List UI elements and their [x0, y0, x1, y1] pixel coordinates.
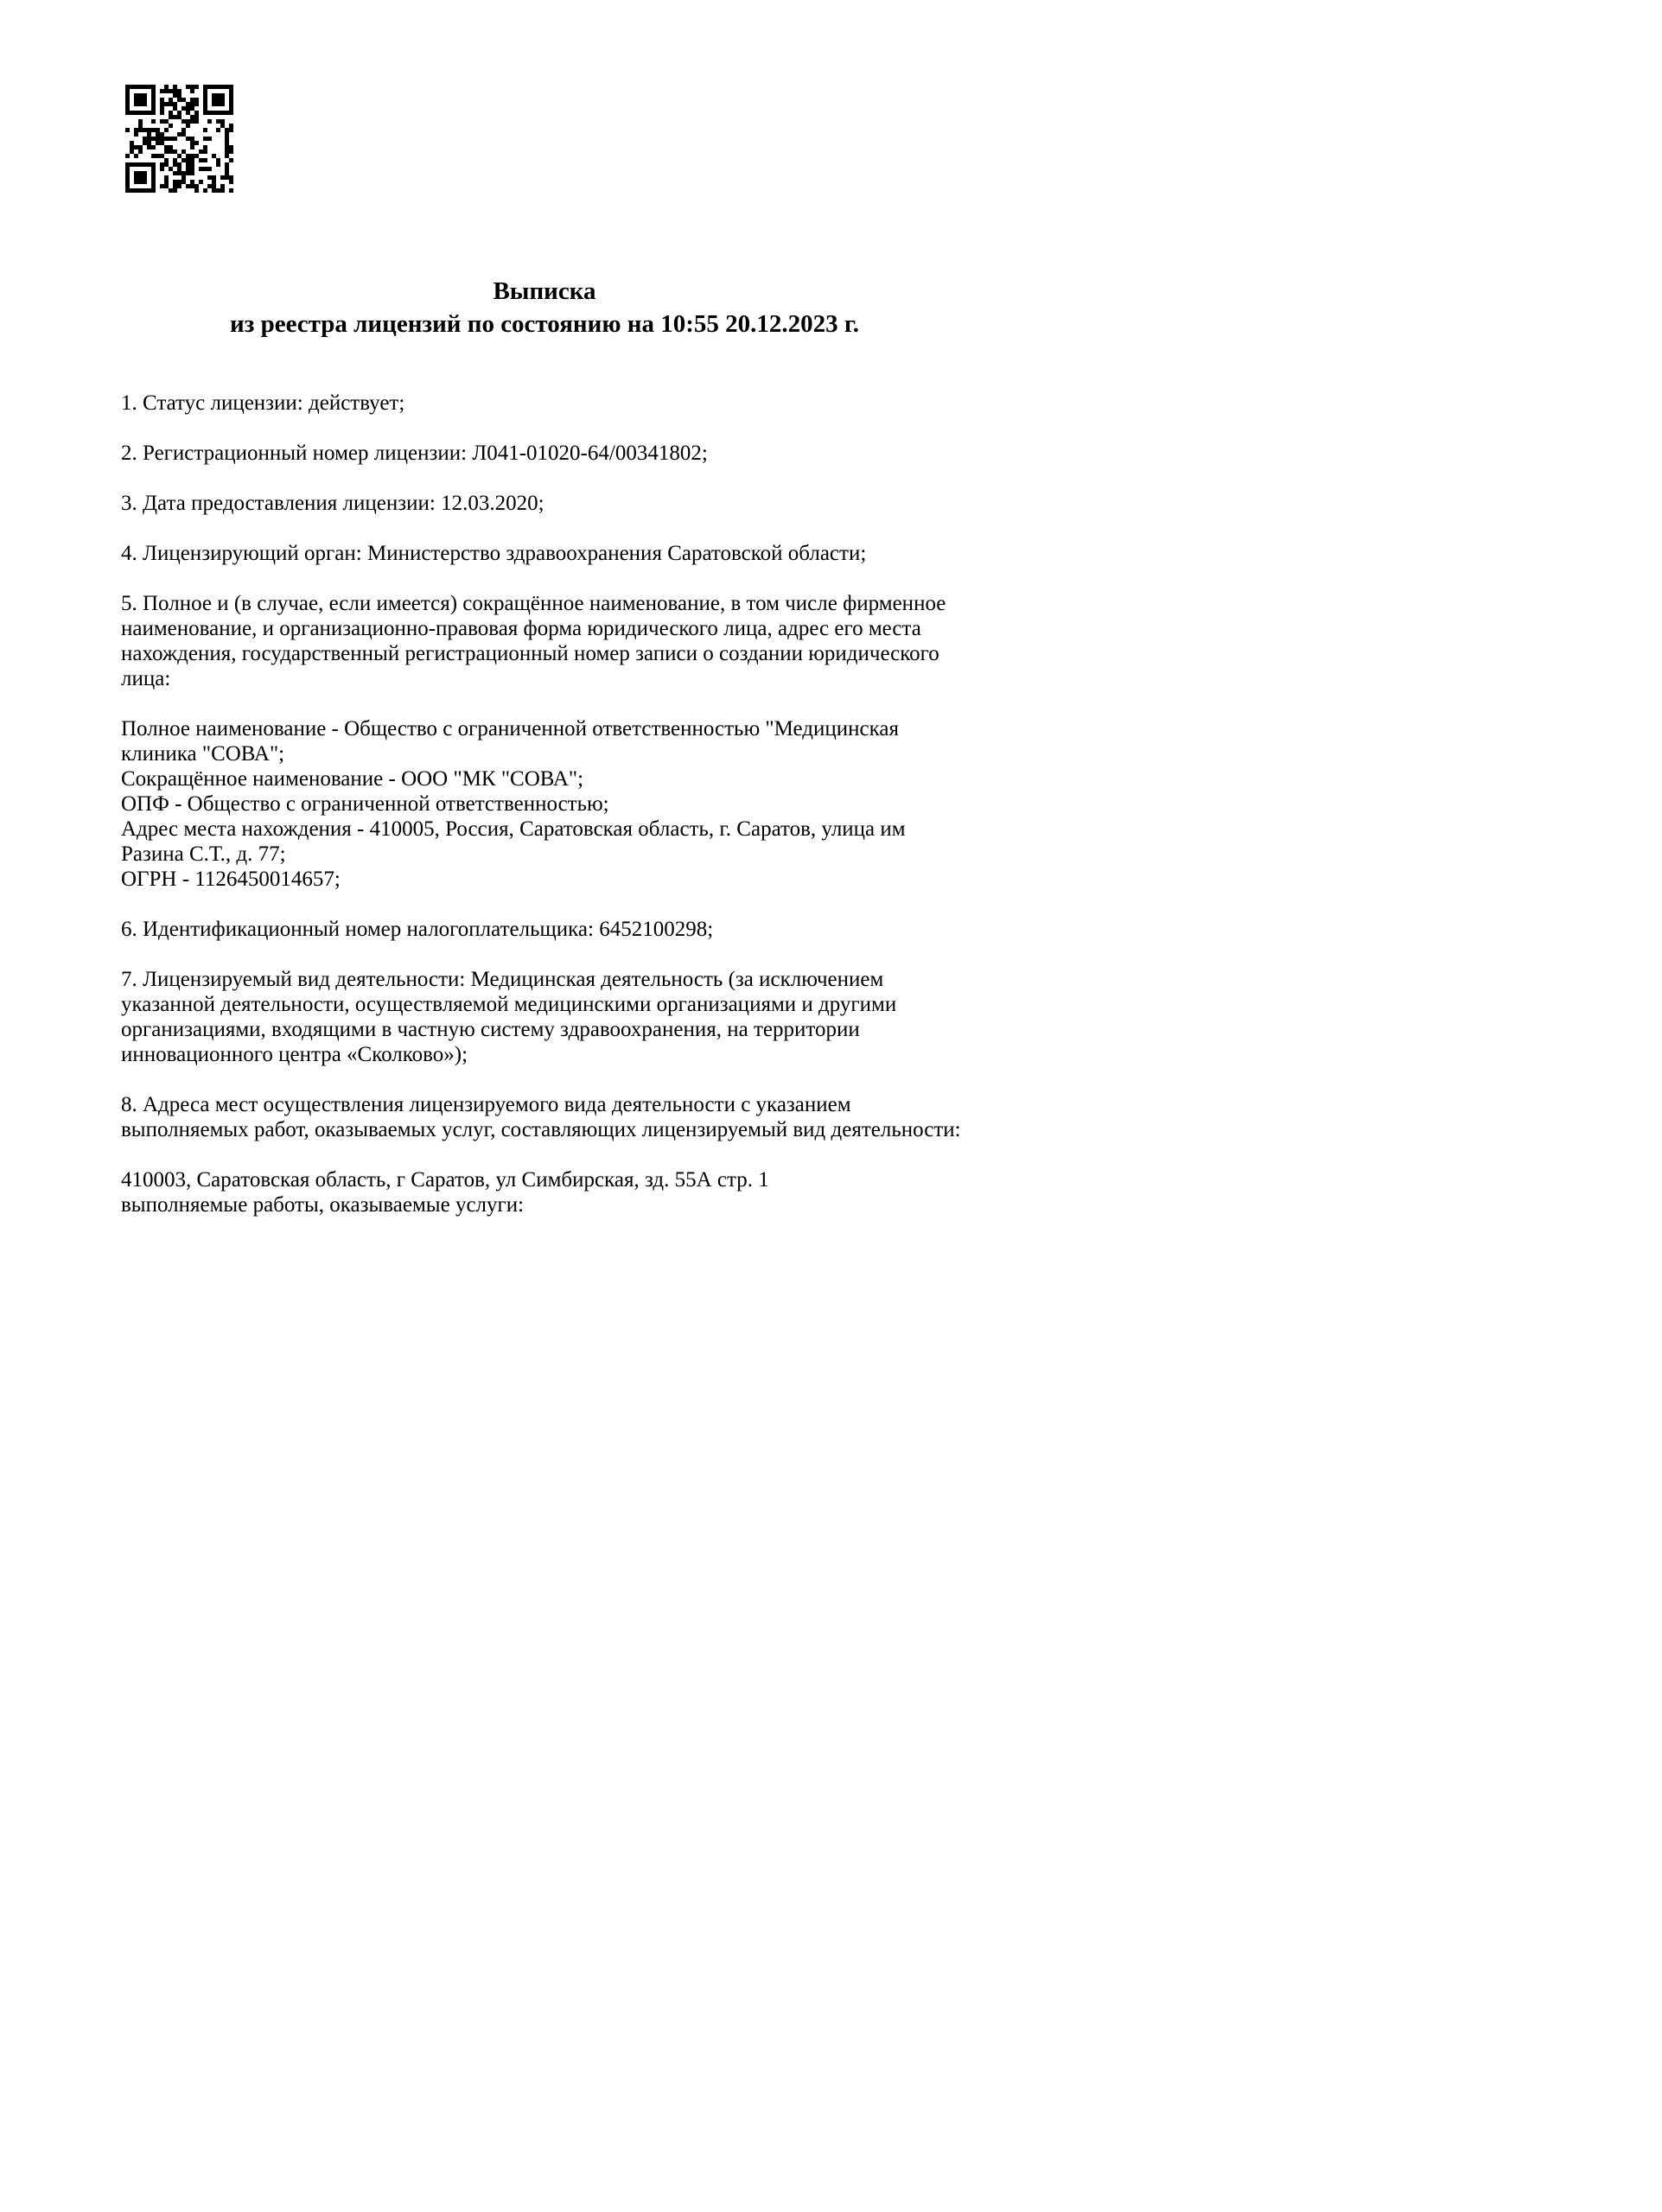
ogrn-line: ОГРН - 1126450014657;	[121, 868, 341, 891]
addresses-heading: 8. Адреса мест осуществления лицензируемого вида деятельности с указанием выполняемых работ, оказываемых услуг, составляющих лицензируемый вид деятельности:	[121, 1093, 961, 1141]
taxpayer-inn: 6. Идентификационный номер налогоплательщика: 6452100298;	[121, 918, 714, 941]
document-content	[121, 275, 968, 1243]
licensing-authority: 4. Лицензирующий орган: Министерство здравоохранения Саратовской области;	[121, 542, 867, 565]
registration-number: 2. Регистрационный номер лицензии: Л041-01020-64/00341802;	[121, 442, 708, 465]
activity-address-block	[121, 1167, 968, 1217]
license-status: 1. Статус лицензии: действует;	[121, 391, 405, 415]
document-title	[121, 275, 968, 340]
title-line-1: Выписка	[493, 277, 596, 305]
names-heading: 5. Полное и (в случае, если имеется) сокращённое наименование, в том числе фирменное наименование, и организационно-правовая форма юридического лица, адрес его места нахождения, государственный регистрационный номер записи о создании юридического лица:	[121, 592, 946, 690]
qr-code	[125, 85, 233, 193]
work-address-line: 410003, Саратовская область, г Саратов, ул Симбирская, зд. 55А стр. 1	[121, 1168, 769, 1192]
short-name-line: Сокращённое наименование - ООО "МК "СОВА";	[121, 767, 584, 791]
opf-line: ОПФ - Общество с ограниченной ответственностью;	[121, 792, 609, 816]
full-name-line: Полное наименование - Общество с ограниченной ответственностью "Медицинская клиника "СОВА";	[121, 717, 899, 766]
legal-entity-details	[121, 716, 968, 892]
grant-date: 3. Дата предоставления лицензии: 12.03.2020;	[121, 492, 544, 515]
licensed-activity: 7. Лицензируемый вид деятельности: Медицинская деятельность (за исключением указанной деятельности, осуществляемой медицинскими организациями и другими организациями, входящими в частную систему здравоохранения, на территории инновационного центра «Сколково»);	[121, 968, 897, 1066]
works-label-line: выполняемые работы, оказываемые услуги:	[121, 1193, 525, 1217]
address-line: Адрес места нахождения - 410005, Россия, Саратовская область, г. Саратов, улица им Разина С.Т., д. 77;	[121, 817, 906, 866]
title-line-2: из реестра лицензий по состоянию на 10:55 20.12.2023 г.	[229, 310, 860, 338]
